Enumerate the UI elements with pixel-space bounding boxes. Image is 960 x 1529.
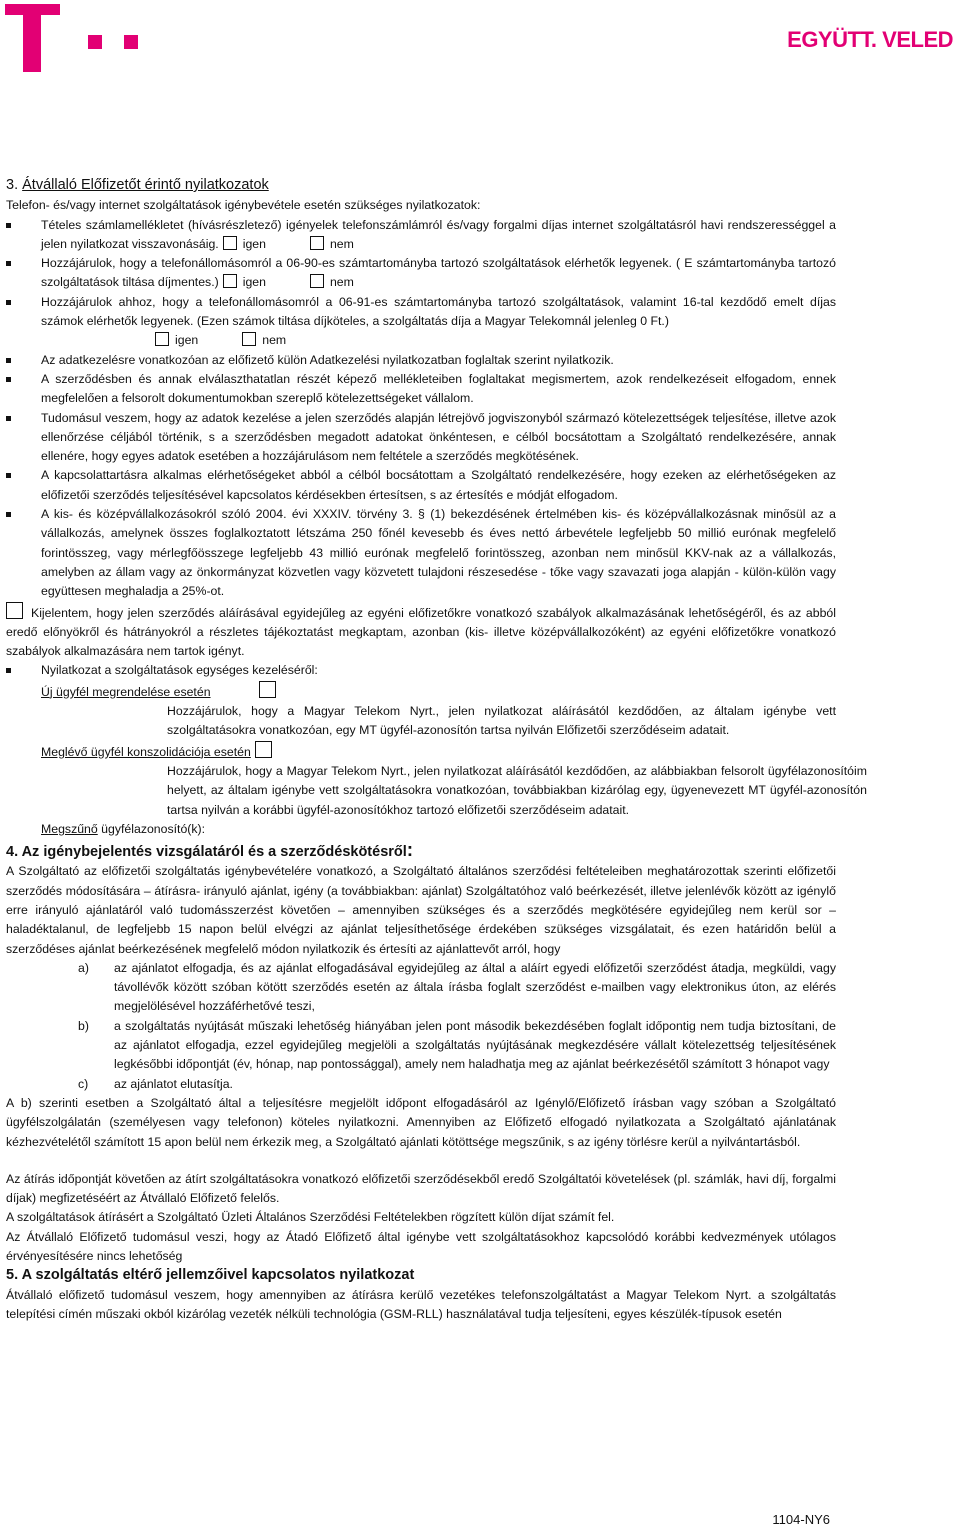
document-code: 1104-NY6 <box>772 1512 830 1527</box>
list-item: Tudomásul veszem, hogy az adatok kezelése a jelen szerződés alapján létrejövő jogviszonyból származó kötelezettségek teljesítése, illetve azok ellenőrzése céljából történik, s a szerződésben megadott adatokat önkéntesen, e célból bocsátottam a Szolgáltató rendelkezésére, annak ellenére, hogy egyes adatok esetében a hozzájárulásom nem feltétele a szerződés megkötésének. <box>6 409 836 467</box>
new-customer-row: Új ügyfél megrendelése esetén <box>6 681 836 702</box>
checkbox-b2-no[interactable] <box>310 274 324 288</box>
slogan: EGYÜTT. VELED <box>787 27 953 52</box>
list-item: A kapcsolattartásra alkalmas elérhetőségeket abból a célból bocsátottam a Szolgáltató rendelkezésére, hogy ezeken az elérhetőségeken az előfizetői szerződés teljesítésével kapcsolatos kérdésekben értesítsen, s az értesítés e módját elfogadom. <box>6 466 836 505</box>
section-4-title: 4. Az igénybejelentés vizsgálatáról és a szerződéskötésről: <box>6 840 414 862</box>
section-4-p1: A Szolgáltató az előfizetői szolgáltatás igénybevételére vonatkozó, a Szolgáltató általános szerződési feltételeiben meghatározottak szerinti előfizetői szerződés módosítására – átírásra- irányuló ajánlat, igény (a továbbiakban: ajánlat) Szolgáltatóhoz való beérkezését, illetve jelenlévők között az igénylő erre irányuló ajánlatáról való tudomásszerzést követően – amennyiben szükséges és a szerződés megkötésére egyidejűleg nem kerül sor – haladéktalanul, de legfeljebb 15 napon belül elvégzi az ajánlat teljesíthetősége érdekében szükséges vizsgálatait, és ezen határidőn belül a szerződéses ajánlat beérkezésének megfelelő módon nyilatkozik és értesíti az ajánlattevőt arról, hogy <box>6 864 836 956</box>
list-item: Az adatkezelésre vonatkozóan az előfizető külön Adatkezelési nyilatkozatban foglaltak szerint nyilatkozik. <box>6 351 836 370</box>
section-4-p5: Az Átvállaló Előfizető tudomásul veszi, hogy az Átadó Előfizető által igénybe vett szolgáltatásokhoz kapcsolódó korábbi kedvezmények utólagos érvényesítésére nincs lehetőség <box>6 1229 836 1264</box>
document-body <box>6 176 867 1324</box>
checkbox-consolidation[interactable] <box>255 741 272 758</box>
checkbox-b1-no[interactable] <box>310 236 324 250</box>
list-item: Tételes számlamellékletet (hívásrészletező) igényelek telefonszámlámról és/vagy forgalmi díjas internet szolgáltatásról havi rendszerességgel a jelen nyilatkozat visszavonásáig. igen nem <box>6 216 836 255</box>
checkbox-b3-yes[interactable] <box>155 332 169 346</box>
option-c: c) az ajánlatot elutasítja. <box>78 1076 233 1091</box>
checkbox-new-customer[interactable] <box>259 681 276 698</box>
section-5-p1: Átvállaló előfizető tudomásul veszem, hogy amennyiben az átírásra kerülő vezetékes telefonszolgáltatást a Magyar Telekom Nyrt. a szolgáltatás telepítési címén műszaki okból kizárólag vezeték nélküli technológia (GSM-RLL) használatával tudja teljesíteni, egyes készülék-típusok esetén <box>6 1287 836 1321</box>
checkbox-b3-no[interactable] <box>242 332 256 346</box>
section-3-intro: Telefon- és/vagy internet szolgáltatások igénybevétele esetén szükséges nyilatkozatok: <box>6 198 481 213</box>
section-4-p3: Az átírás időpontját követően az átírt szolgáltatásokra vonatkozó előfizetői szerződésekből eredő Szolgáltatói követelések (pl. számlák, havi díj, forgalmi díjak) megfizetéséért az Átvállaló Előfizető felelős. <box>6 1171 836 1206</box>
consolidation-text: Hozzájárulok, hogy a Magyar Telekom Nyrt., jelen nyilatkozat aláírásától kezdődően, az alábbiakban felsorolt ügyfélazonosítóim helyett, az általam igénybe vett szolgáltatásokra vonatkozóan, továbbiakban kizárólag egy, ügyenevezett MT ügyfél-azonosítón tartsa nyilván a korábbi ügyfél-azonosítókhoz tartozó előfizetői szerződéseim adatait. <box>167 763 867 817</box>
checkbox-b2-yes[interactable] <box>223 274 237 288</box>
option-b: b) a szolgáltatás nyújtását műszaki lehetőség hiányában jelen pont második bekezdésében foglalt időpontig nem tudja biztosítani, de az ajánlatot elfogadja, ezzel egyidejűleg megjelöli a szolgáltatás nyújtásának megkezdésére vállalt kötelezettség teljesítésének legkésőbbi időpontját (év, hónap, nap pontossággal), amely nem haladhatja meg az ajánlat beérkezésétől számított 3 hónapot vagy <box>78 1018 836 1072</box>
list-item: Hozzájárulok, hogy a telefonállomásomról a 06-90-es számtartományba tartozó szolgáltatások elérhetők legyenek. ( E számtartományba tartozó szolgáltatások tiltása díjmentes.) igen nem <box>6 254 836 293</box>
section-4-p4: A szolgáltatások átírásért a Szolgáltató Üzleti Általános Szerződési Feltételekben rögzített külön díjat számít fel. <box>6 1210 615 1225</box>
section-3-title: 3. Átvállaló Előfizetőt érintő nyilatkozatok <box>6 177 269 193</box>
list-item: A kis- és középvállalkozásokról szóló 2004. évi XXXIV. törvény 3. § (1) bekezdésének értelmében kis- és középvállalkozásnak minősül az a vállalkozás, amelynek összes foglalkoztatott létszáma 250 főnél kevesebb és éves nettó árbevétele legfeljebb 50 millió eurónak megfelelő forintösszeg, vagy mérlegfőösszege legfeljebb 43 millió eurónak megfelelő forintösszeg, azonban nem minősül KKV-nak az a vállalkozás, amelyben az állam vagy az önkormányzat közvetlen vagy közvetett tulajdoni részesedése - tőke vagy szavazati joga alapján - külön-külön vagy együttesen meghaladja a 25%-ot. <box>6 505 836 601</box>
telekom-t-logo <box>5 4 60 72</box>
checkbox-b1-yes[interactable] <box>223 236 237 250</box>
kkv-declaration: Kijelentem, hogy jelen szerződés aláírásával egyidejűleg az egyéni előfizetőkre vonatkozó szabályok alkalmazásának lehetőségéről, és az abból eredő előnyökről és hátrányokról a részletes tájékoztatást megkaptam, azonban (kis- illetve középvállalkozóként) az egyéni előfizetőkre vonatkozó szabályok alkalmazására nem tartok igényt. <box>6 602 836 662</box>
consolidation-row: Meglévő ügyfél konszolidációja esetén <box>6 741 836 762</box>
page-header <box>0 0 960 80</box>
section-4-p2: A b) szerinti esetben a Szolgáltató által a teljesítésre megjelölt időpont elfogadásáról az Igénylő/Előfizető írásban vagy szóban a Szolgáltató ügyfélszolgálatán (személyesen vagy telefonon) köteles nyilatkozni. Amennyiben az Előfizető elfogadó nyilatkozata a Szolgáltató ajánlatának kézhezvételétől számított 15 apon belül nem érkezik meg, a Szolgáltató ajánlati kötöttsége megszűnik, s az igény törlésre kerül a nyilvántartásból. <box>6 1095 836 1149</box>
logo-dot-2 <box>124 35 138 49</box>
list-item: A szerződésben és annak elválaszthatatlan részét képező mellékleteiben foglaltakat megismertem, azok rendelkezéseit elfogadom, ennek megfelelően a felsorolt dokumentumokban szereplő kötelezettségeket vállalom. <box>6 370 836 409</box>
list-item: Nyilatkozat a szolgáltatások egységes kezeléséről: <box>6 661 836 680</box>
ended-ids-row: Megszűnő ügyfélazonosító(k): <box>41 821 206 836</box>
option-a: a) az ajánlatot elfogadja, és az ajánlat elfogadásával egyidejűleg az által a aláírt egyedi előfizetői szerződést átadja, megküldi, vagy távollévők között szóban kötött szerződés esetén az általa írásba foglalt szerződést e-mailben vagy elektronikus úton, az elérés megjelölésével hozzáférhetővé teszi, <box>78 960 836 1014</box>
list-item: Hozzájárulok ahhoz, hogy a telefonállomásomról a 06-91-es számtartományba tartozó szolgáltatások, valamint 16-tal kezdődő emelt díjas számok elérhetők legyenek. (Ezen számok tiltása díjköteles, a szolgáltatás díja a Magyar Telekomnál jelenleg 0 Ft.) igen nem <box>6 293 836 351</box>
section-5-title: 5. A szolgáltatás eltérő jellemzőivel kapcsolatos nyilatkozat <box>6 1267 415 1284</box>
logo-dot-1 <box>88 35 102 49</box>
checkbox-kkv[interactable] <box>6 602 23 619</box>
new-customer-text: Hozzájárulok, hogy a Magyar Telekom Nyrt., jelen nyilatkozat aláírásától kezdődően, az általam igénybe vett szolgáltatásokra vonatkozóan, egy MT ügyfél-azonosítón tartsa nyilván Előfizetői szerződéseim adatait. <box>167 704 836 738</box>
